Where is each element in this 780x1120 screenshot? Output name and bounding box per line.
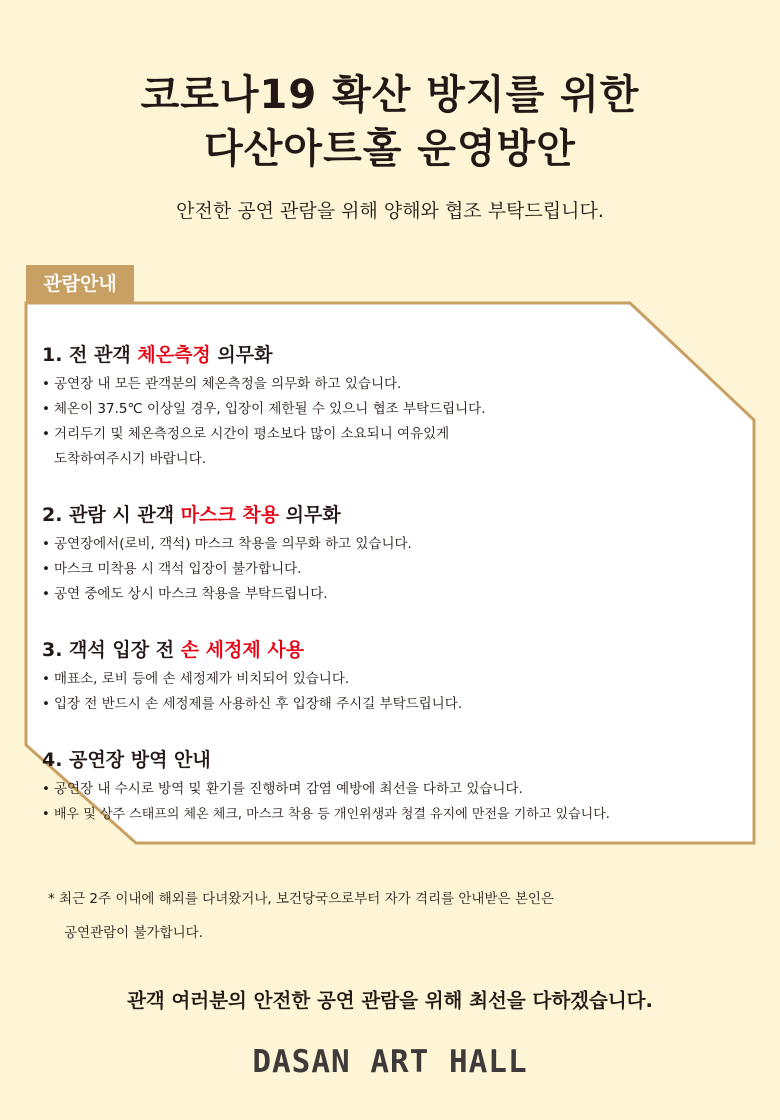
list-item: • 마스크 미착용 시 객석 입장이 불가합니다. [42,557,752,582]
section-title: 4. 공연장 방역 안내 [42,749,211,771]
section-sanitizer [42,633,752,717]
section-highlight: 체온측정 [137,344,211,366]
list-item: • 공연장 내 수시로 방역 및 환기를 진행하며 감염 예방에 최선을 다하고 있습니다. [42,777,752,802]
list-item: • 매표소, 로비 등에 손 세정제가 비치되어 있습니다. [42,667,752,692]
page-title-line1: 코로나19 확산 방지를 위한 [140,72,640,118]
notice-line2: 공연관람이 불가합니다. [64,925,203,941]
list-item: 도착하여주시기 바랍니다. [54,451,207,467]
page-title-line2: 다산아트홀 운영방안 [204,126,576,172]
dasan-art-hall-logo [0,1044,780,1080]
page-subtitle: 안전한 공연 관람을 위해 양해와 협조 부탁드립니다. [176,200,604,222]
list-item: • 공연 중에도 상시 마스크 착용을 부탁드립니다. [42,582,752,607]
section-temperature [42,338,752,472]
section-disinfection [42,743,752,827]
list-item: • 공연장 내 모든 관객분의 체온측정을 의무화 하고 있습니다. [42,372,752,397]
logo-text: DASAN ART HALL [252,1044,528,1080]
section-mask [42,498,752,607]
closing-message: 관객 여러분의 안전한 공연 관람을 위해 최선을 다하겠습니다. [127,989,653,1012]
section-title: 3. 객석 입장 전 손 세정제 사용 [42,639,305,661]
section-title: 1. 전 관객 체온측정 의무화 [42,344,273,366]
list-item: • 거리두기 및 체온측정으로 시간이 평소보다 많이 소요되니 여유있게 [42,422,752,447]
notice-text [48,882,554,950]
list-item: • 체온이 37.5℃ 이상일 경우, 입장이 제한될 수 있으니 협조 부탁드립니다. [42,397,752,422]
section-title: 2. 관람 시 관객 마스크 착용 의무화 [42,504,341,526]
info-content [42,330,752,827]
info-tab-label: 관람안내 [26,265,134,303]
list-item: • 공연장에서(로비, 객석) 마스크 착용을 의무화 하고 있습니다. [42,532,752,557]
notice-line1: * 최근 2주 이내에 해외를 다녀왔거나, 보건당국으로부터 자가 격리를 안내받은 본인은 [48,891,554,907]
list-item: • 입장 전 반드시 손 세정제를 사용하신 후 입장해 주시길 부탁드립니다. [42,692,752,717]
list-item: • 배우 및 상주 스태프의 체온 체크, 마스크 착용 등 개인위생과 청결 유지에 만전을 기하고 있습니다. [42,802,752,827]
section-highlight: 마스크 착용 [180,504,280,526]
section-highlight: 손 세정제 사용 [180,639,305,661]
